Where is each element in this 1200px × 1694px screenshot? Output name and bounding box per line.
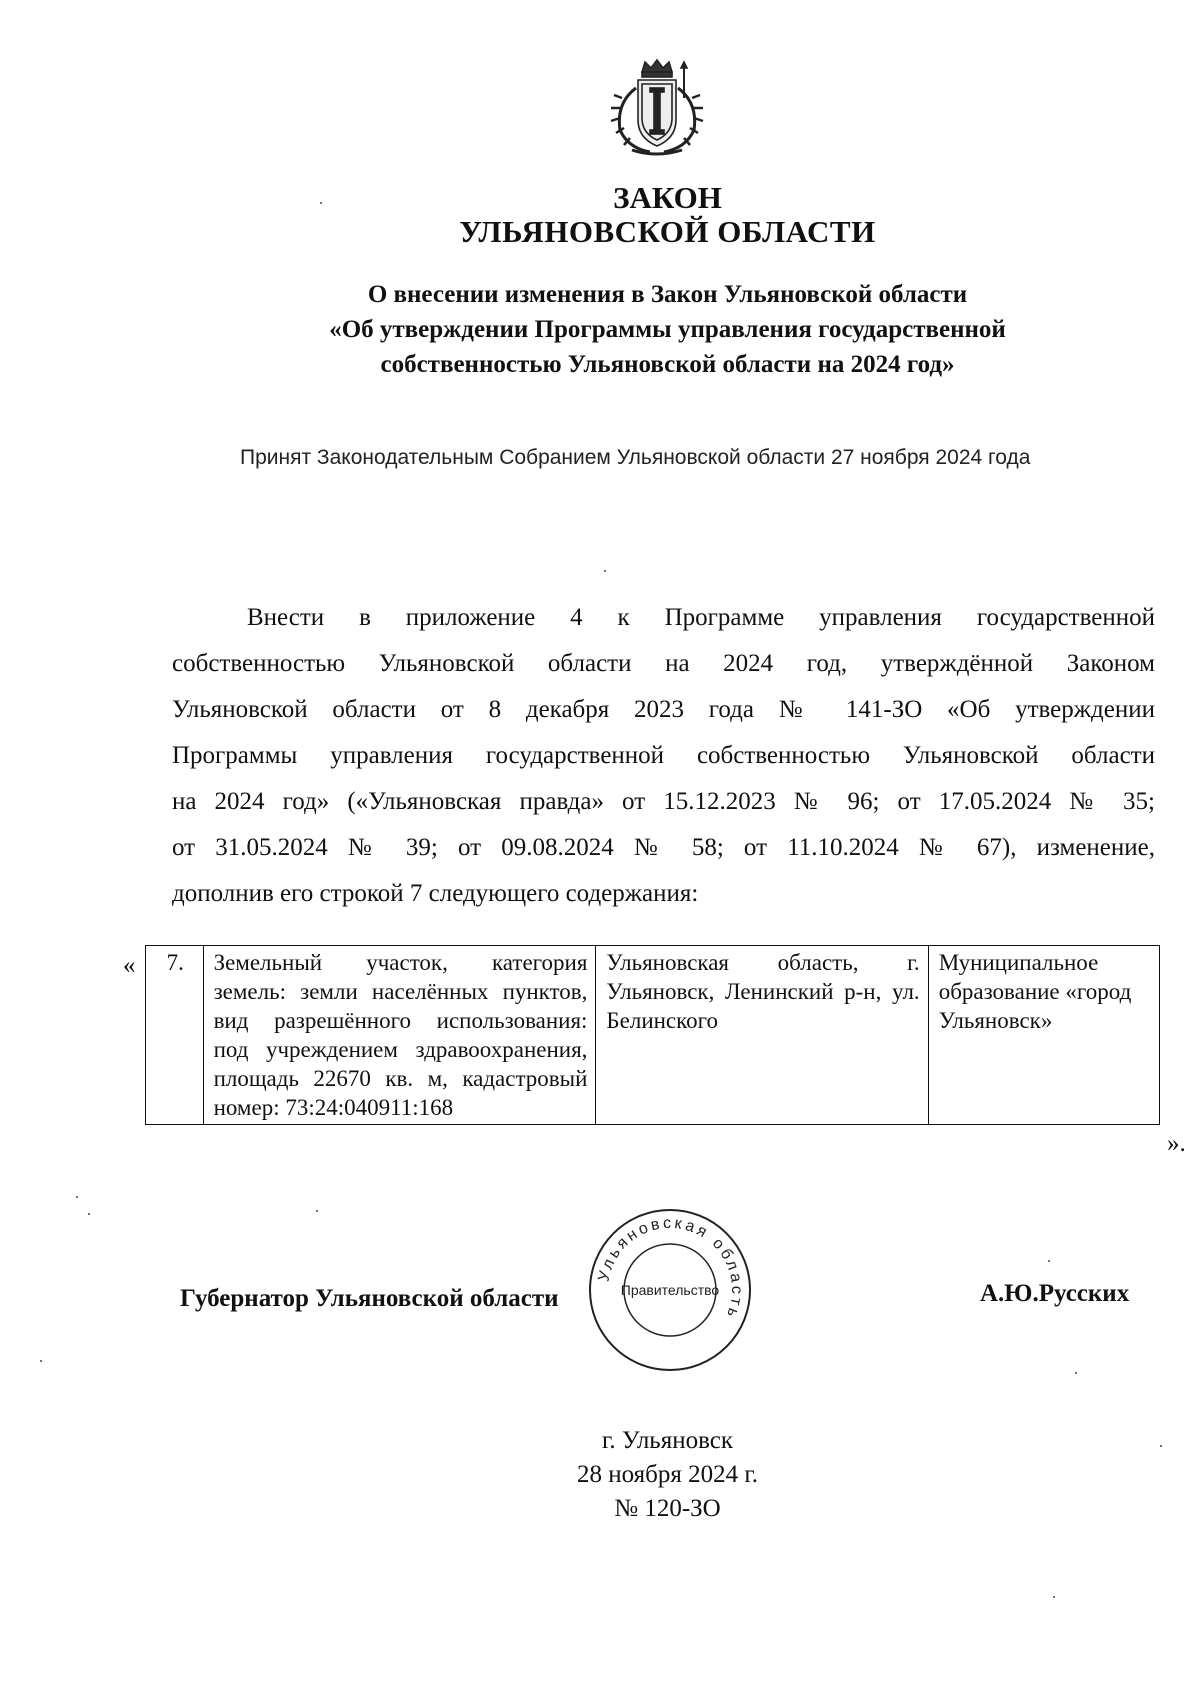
- scan-speck: [316, 1210, 318, 1212]
- scan-speck: [320, 202, 322, 204]
- seal-center-text: Правительство: [620, 1282, 720, 1298]
- paragraph-line: от 31.05.2024 № 39; от 09.08.2024 № 58; от 11.10.2024 № 67), изменение,: [172, 834, 1155, 861]
- property-owner: Муниципальное образование «город Ульяновск»: [928, 946, 1159, 1125]
- scan-speck: [604, 570, 606, 572]
- paragraph-line: Внести в приложение 4 к Программе управления государственной: [247, 604, 1155, 631]
- paragraph-line: собственностью Ульяновской области на 2024 год, утверждённой Законом: [172, 650, 1155, 677]
- property-address: Ульяновская область, г. Ульяновск, Ленинский р-н, ул. Белинского: [596, 946, 928, 1125]
- paragraph-line: на 2024 год» («Ульяновская правда» от 15.12.2023 № 96; от 17.05.2024 № 35;: [172, 788, 1155, 815]
- subtitle-line: О внесении изменения в Закон Ульяновской области: [367, 281, 968, 308]
- table-open-quote: «: [123, 952, 136, 979]
- scan-speck: [76, 1196, 78, 1198]
- adoption-note: Принят Законодательным Собранием Ульяновской области 27 ноября 2024 года: [240, 446, 1031, 469]
- scan-speck: [1048, 1260, 1050, 1262]
- property-description: Земельный участок, категория земель: земли населённых пунктов, вид разрешённого использования: под учреждением здравоохранения, площадь 22670 кв. м, кадастровый номер: 73:24:040911:168: [203, 946, 596, 1125]
- table-row: [146, 946, 1160, 1125]
- subtitle-line: собственностью Ульяновской области на 2024 год»: [380, 351, 955, 378]
- paragraph-line: Программы управления государственной собственностью Ульяновской области: [172, 742, 1155, 769]
- amendment-table: [145, 945, 1160, 1125]
- date: 28 ноября 2024 г.: [576, 1461, 759, 1488]
- coat-of-arms-icon: [598, 58, 716, 158]
- official-seal-icon: [585, 1205, 755, 1375]
- law-region-title: УЛЬЯНОВСКОЙ ОБЛАСТИ: [459, 214, 876, 249]
- scan-speck: [40, 1360, 42, 1362]
- main-paragraph: [172, 595, 1155, 917]
- seal-ring-text: Ульяновская область: [595, 1214, 746, 1323]
- scan-speck: [1160, 1445, 1162, 1447]
- governor-title: Губернатор Ульяновской области: [180, 1285, 559, 1312]
- law-title: ЗАКОН: [613, 180, 722, 215]
- law-number: № 120-ЗО: [614, 1495, 721, 1522]
- law-subtitle: [0, 277, 1200, 382]
- scan-speck: [1075, 1372, 1077, 1374]
- footer-block: [0, 1424, 1200, 1526]
- scan-speck: [88, 1213, 90, 1215]
- subtitle-line: «Об утверждении Программы управления государственной: [329, 316, 1006, 343]
- table-close-quote: ».: [1167, 1130, 1186, 1157]
- governor-name: А.Ю.Русских: [980, 1280, 1130, 1307]
- paragraph-line: Ульяновской области от 8 декабря 2023 года № 141-ЗО «Об утверждении: [172, 696, 1155, 723]
- city: г. Ульяновск: [602, 1427, 733, 1454]
- row-number: 7.: [146, 946, 204, 1125]
- scan-speck: [1053, 1596, 1055, 1598]
- paragraph-line: дополнив его строкой 7 следующего содержания:: [172, 880, 699, 907]
